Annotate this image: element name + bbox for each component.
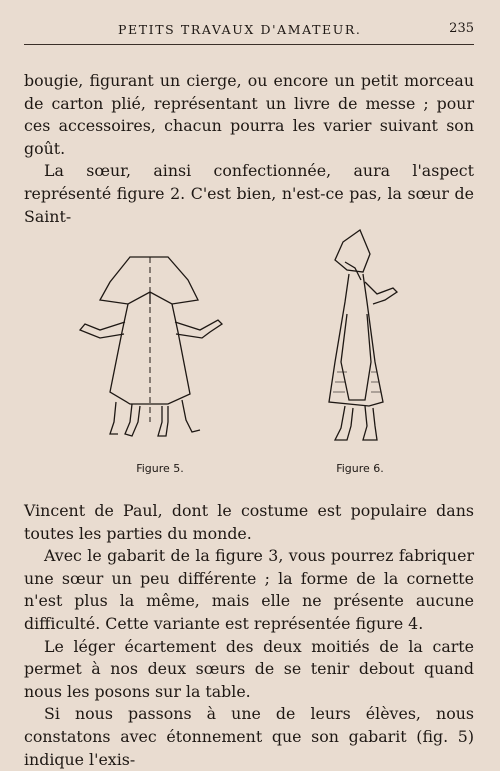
figure-6-illustration (305, 222, 415, 452)
header-rule (24, 44, 474, 45)
figure-5 (70, 222, 250, 482)
figure-5-caption: Figure 5. (136, 462, 184, 475)
figure-5-illustration (70, 222, 250, 452)
header-title: PETITS TRAVAUX D'AMATEUR. (118, 22, 362, 37)
page-number: 235 (449, 21, 474, 36)
paragraph: Si nous passons à une de leurs élèves, nous constatons avec étonnement que son gabarit (fig. 5) indique l'exis- (24, 704, 474, 769)
paragraph: bougie, figurant un cierge, ou encore un petit morceau de carton plié, représentant un livre de messe ; pour ces accessoires, chacun pourra les varier suivant son goût. (24, 71, 474, 158)
body-text-top (24, 70, 474, 228)
paragraph: Le léger écartement des deux moitiés de la carte permet à nos deux sœurs de se tenir debout quand nous les posons sur la table. (24, 636, 474, 701)
paragraph: Vincent de Paul, dont le costume est populaire dans toutes les parties du monde. (24, 501, 474, 543)
running-header (24, 20, 474, 40)
figure-6-caption: Figure 6. (336, 462, 384, 475)
paragraph: Avec le gabarit de la figure 3, vous pourrez fabriquer une sœur un peu différente ; la forme de la cornette n'est plus la même, mais elle ne présente aucune difficulté. Cette variante est représentée figure 4. (24, 546, 474, 633)
figure-6 (305, 222, 415, 482)
body-text-bottom (24, 500, 474, 771)
paragraph: La sœur, ainsi confectionnée, aura l'aspect représenté figure 2. C'est bien, n'est-ce pas, la sœur de Saint- (24, 161, 474, 226)
